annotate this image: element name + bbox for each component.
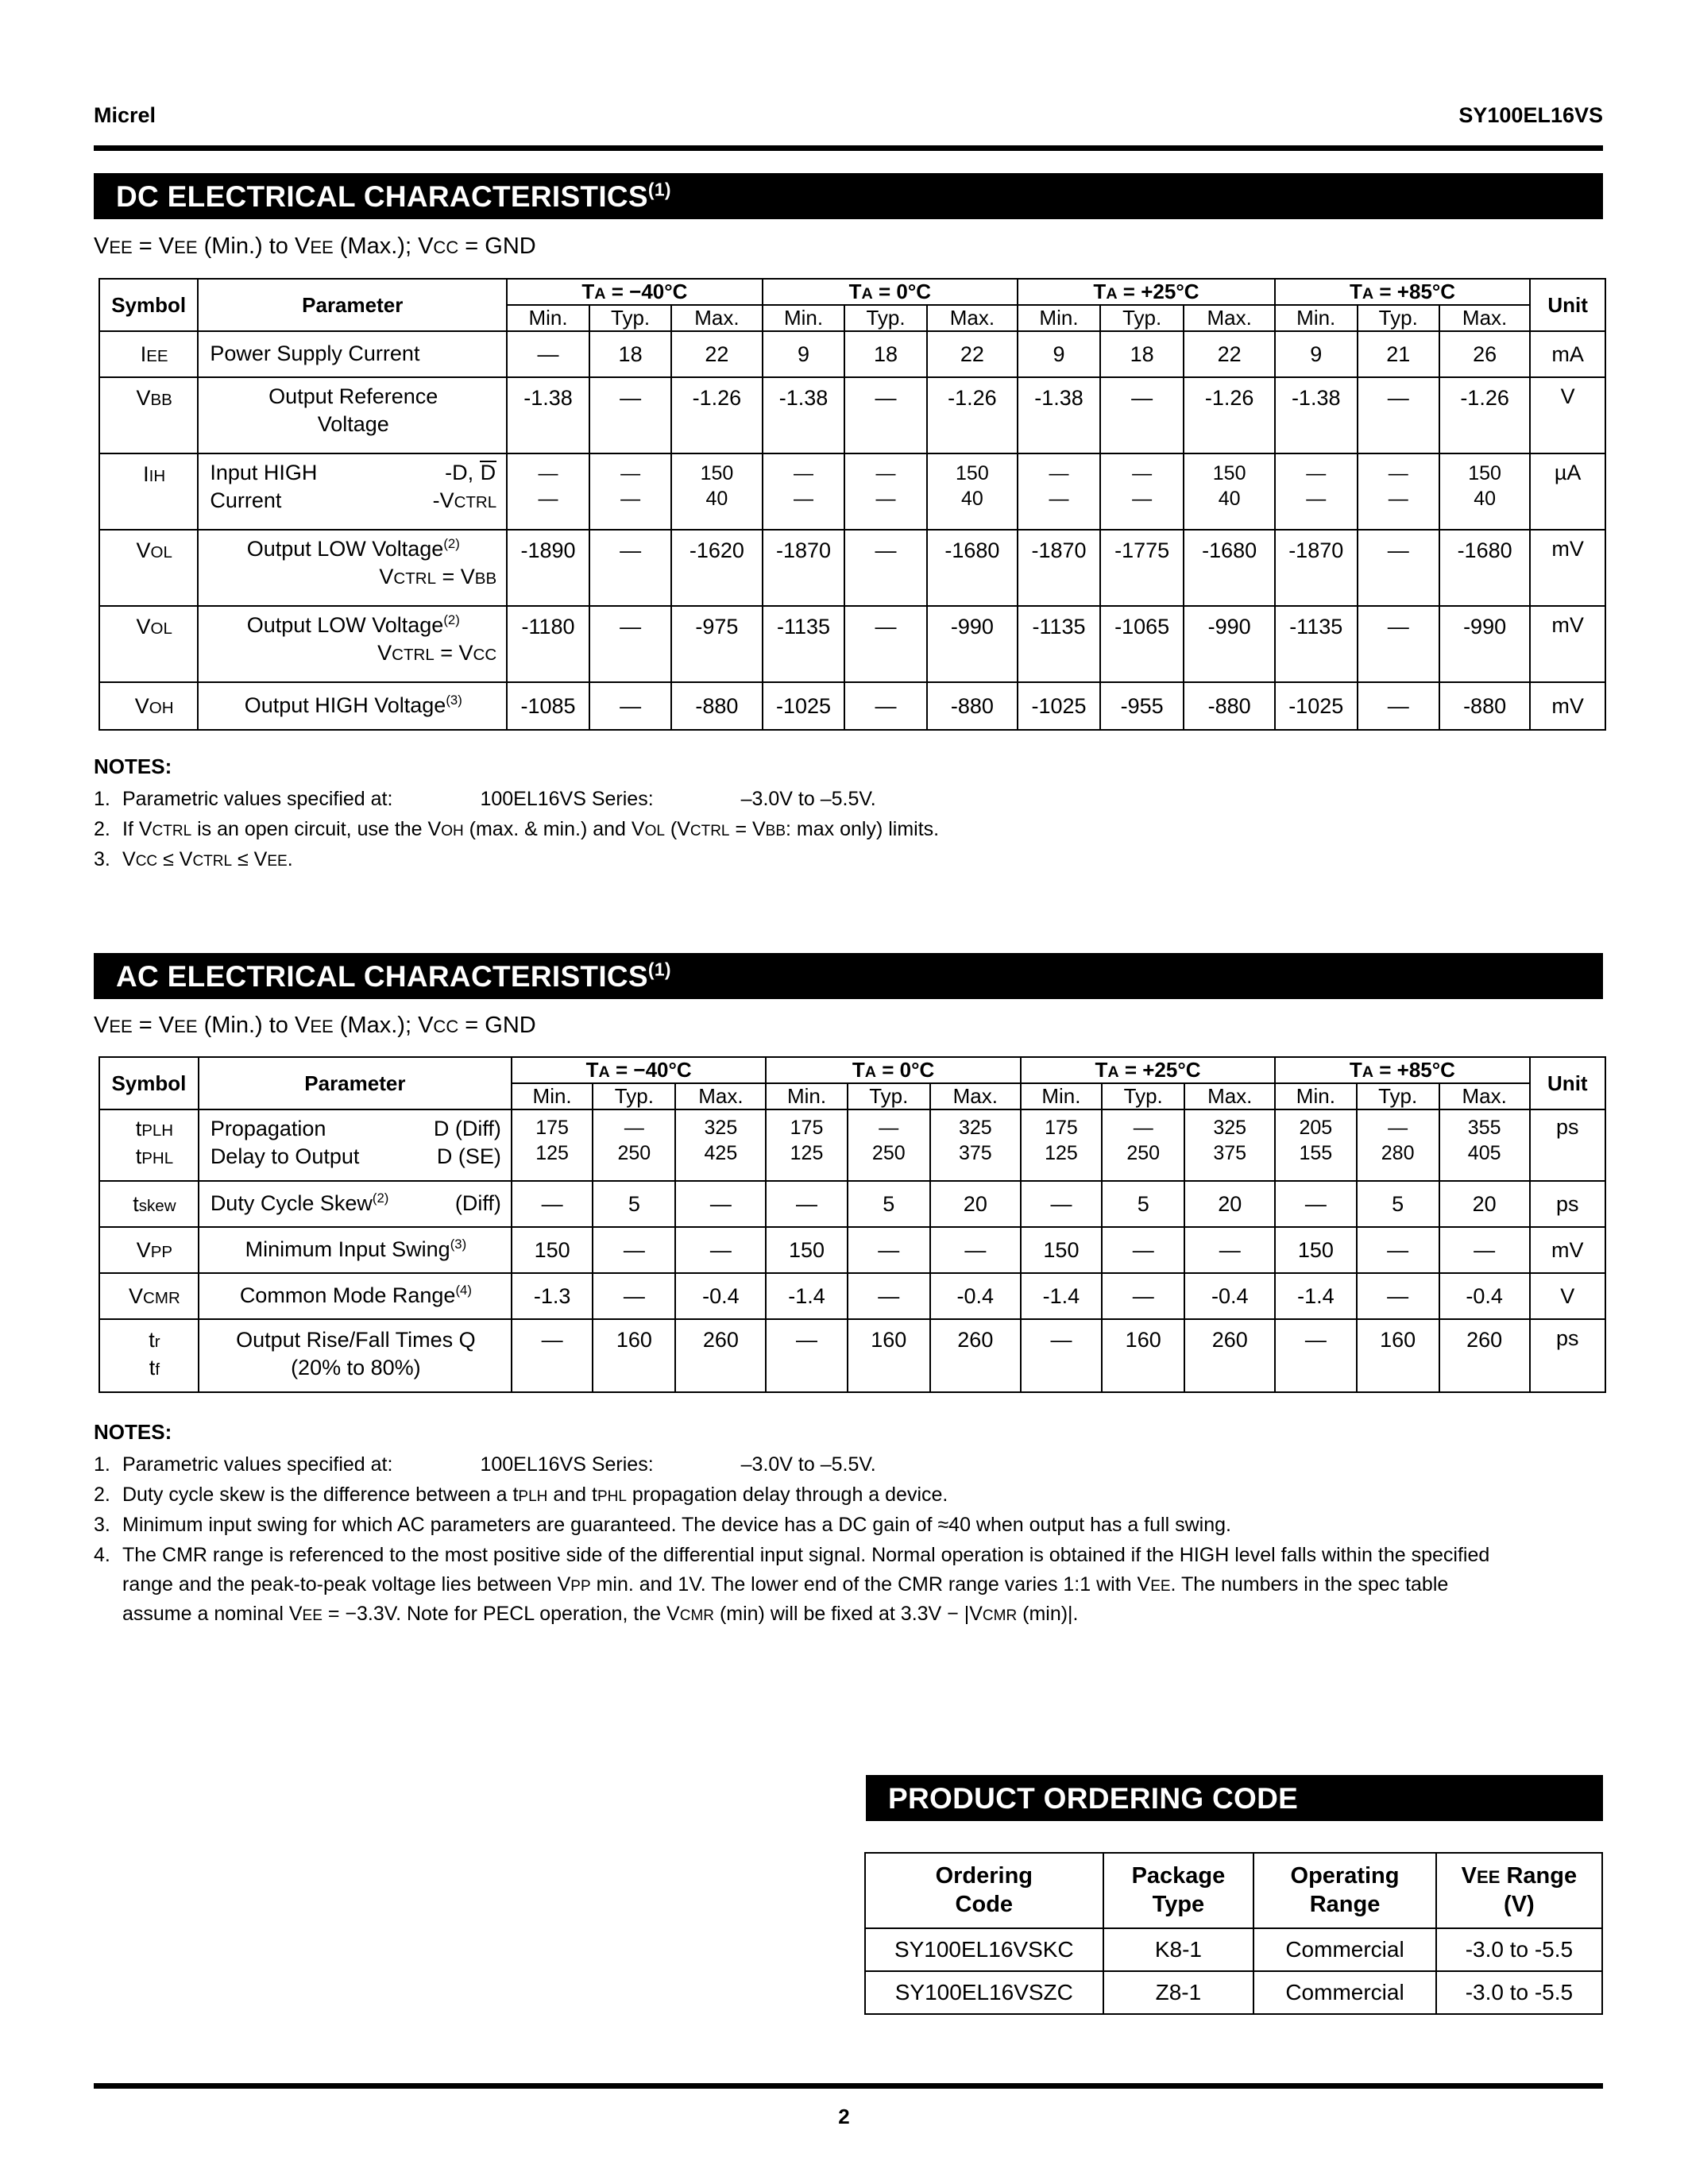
- cell: —: [844, 682, 926, 730]
- cell: —: [1102, 1227, 1184, 1273]
- cell: -1135: [763, 606, 845, 682]
- cell: -1.26: [1439, 377, 1530, 453]
- dc-sub-min-3: Min.: [1018, 305, 1100, 331]
- ordering-section-banner: [866, 1775, 1603, 1821]
- cell: 5: [593, 1181, 675, 1227]
- cell: 150: [766, 1227, 847, 1273]
- dc-sub-max-2: Max.: [927, 305, 1018, 331]
- ordering-col-code: Ordering Code: [865, 1853, 1103, 1928]
- cell: -1.26: [671, 377, 762, 453]
- cell: —: [512, 1319, 593, 1392]
- dc-sub-max-4: Max.: [1439, 305, 1530, 331]
- cell: — —: [507, 453, 589, 530]
- cell: —: [1275, 1319, 1356, 1392]
- cell: 150: [1021, 1227, 1102, 1273]
- row-parameter: Output Rise/Fall Times Q (20% to 80%): [199, 1319, 512, 1392]
- ac-sub-typ-2: Typ.: [848, 1083, 930, 1109]
- dc-sub-typ-1: Typ.: [589, 305, 671, 331]
- note-item: 2. Duty cycle skew is the difference between a tPLH and tPHL propagation delay through a device.: [94, 1484, 948, 1506]
- cell: 9: [1275, 331, 1358, 377]
- cell: 150 40: [1439, 453, 1530, 530]
- cell: 150 40: [1184, 453, 1274, 530]
- cell: -1.4: [1275, 1273, 1356, 1319]
- cell: — —: [763, 453, 845, 530]
- cell: 20: [1439, 1181, 1530, 1227]
- ac-sub-min-3: Min.: [1021, 1083, 1102, 1109]
- cell: 260: [675, 1319, 766, 1392]
- cell: -1.4: [766, 1273, 847, 1319]
- cell: 5: [1102, 1181, 1184, 1227]
- cell: -0.4: [675, 1273, 766, 1319]
- ac-sub-min-2: Min.: [766, 1083, 847, 1109]
- cell: -1025: [1275, 682, 1358, 730]
- cell: — 280: [1357, 1109, 1439, 1181]
- cell: —: [844, 530, 926, 606]
- dc-temp-group-85: TA = +85°C: [1275, 279, 1530, 305]
- cell: -1.26: [927, 377, 1018, 453]
- cell: —: [1358, 606, 1439, 682]
- dc-sub-max-1: Max.: [671, 305, 762, 331]
- ordering-row: [865, 1971, 1602, 2014]
- cell: 26: [1439, 331, 1530, 377]
- ac-sub-max-4: Max.: [1439, 1083, 1530, 1109]
- cell: 18: [589, 331, 671, 377]
- table-row: [99, 1181, 1605, 1227]
- row-symbol: IIH: [99, 453, 198, 530]
- cell: -0.4: [1439, 1273, 1530, 1319]
- dc-section-banner: [94, 173, 1603, 219]
- ac-characteristics-table: [98, 1056, 1606, 1393]
- cell: 20: [930, 1181, 1021, 1227]
- cell: —: [1358, 682, 1439, 730]
- row-symbol: tskew: [99, 1181, 199, 1227]
- cell: -0.4: [1184, 1273, 1275, 1319]
- cell: 150 40: [927, 453, 1018, 530]
- table-header-row-groups: [99, 1057, 1605, 1083]
- cell: -1.38: [1018, 377, 1100, 453]
- row-unit: µA: [1530, 453, 1605, 530]
- table-row: [99, 1273, 1605, 1319]
- dc-sub-max-3: Max.: [1184, 305, 1274, 331]
- cell: -1870: [1018, 530, 1100, 606]
- dc-col-parameter: Parameter: [198, 279, 507, 331]
- cell: — —: [1100, 453, 1184, 530]
- cell: 9: [1018, 331, 1100, 377]
- dc-sub-typ-3: Typ.: [1100, 305, 1184, 331]
- ordering-vee-range: -3.0 to -5.5: [1436, 1928, 1602, 1971]
- dc-temp-group-25: TA = +25°C: [1018, 279, 1275, 305]
- row-unit: V: [1530, 1273, 1605, 1319]
- row-symbol: VOL: [99, 530, 198, 606]
- cell: 18: [1100, 331, 1184, 377]
- row-unit: V: [1530, 377, 1605, 453]
- ac-sub-max-2: Max.: [930, 1083, 1021, 1109]
- dc-sub-min-2: Min.: [763, 305, 845, 331]
- row-parameter: Input HIGH -D, D Current -VCTRL: [198, 453, 507, 530]
- cell: — 250: [848, 1109, 930, 1181]
- row-parameter: Duty Cycle Skew$^{(2)}$ (Diff): [199, 1181, 512, 1227]
- cell: —: [844, 606, 926, 682]
- row-parameter: Output Reference Voltage: [198, 377, 507, 453]
- cell: -1.38: [507, 377, 589, 453]
- dc-notes-heading: NOTES:: [94, 754, 172, 778]
- row-unit: mV: [1530, 682, 1605, 730]
- cell: 175 125: [1021, 1109, 1102, 1181]
- cell: 175 125: [766, 1109, 847, 1181]
- row-unit: ps: [1530, 1181, 1605, 1227]
- cell: -880: [1439, 682, 1530, 730]
- cell: —: [766, 1319, 847, 1392]
- cell: -1680: [1439, 530, 1530, 606]
- cell: 260: [1184, 1319, 1275, 1392]
- cell: -1.4: [1021, 1273, 1102, 1319]
- cell: -990: [1184, 606, 1274, 682]
- ac-notes: [94, 1422, 1603, 1634]
- cell: —: [1100, 377, 1184, 453]
- dc-sub-min-1: Min.: [507, 305, 589, 331]
- row-parameter: Propagation D (Diff) Delay to Output D (SE): [199, 1109, 512, 1181]
- header-rule: [94, 145, 1603, 151]
- ac-sub-max-1: Max.: [675, 1083, 766, 1109]
- cell: —: [589, 530, 671, 606]
- ac-temp-group-m40: TA = −40°C: [512, 1057, 766, 1083]
- cell: 325 375: [930, 1109, 1021, 1181]
- cell: -1.38: [1275, 377, 1358, 453]
- page-number: 2: [838, 2105, 850, 2128]
- cell: -1065: [1100, 606, 1184, 682]
- row-symbol: VOH: [99, 682, 198, 730]
- ac-section-banner: [94, 953, 1603, 999]
- product-ordering-table: [864, 1852, 1603, 2015]
- cell: -880: [671, 682, 762, 730]
- cell: -990: [1439, 606, 1530, 682]
- ac-banner-superscript: (1): [647, 959, 671, 980]
- cell: 355 405: [1439, 1109, 1530, 1181]
- cell: 160: [593, 1319, 675, 1392]
- cell: 260: [1439, 1319, 1530, 1392]
- ordering-package: K8-1: [1103, 1928, 1254, 1971]
- ordering-col-vee-range: VEE Range (V): [1436, 1853, 1602, 1928]
- row-symbol: VBB: [99, 377, 198, 453]
- ac-sub-typ-4: Typ.: [1357, 1083, 1439, 1109]
- cell: —: [675, 1181, 766, 1227]
- row-symbol: VCMR: [99, 1273, 199, 1319]
- cell: 160: [1357, 1319, 1439, 1392]
- cell: —: [1357, 1227, 1439, 1273]
- dc-sub-typ-2: Typ.: [844, 305, 926, 331]
- cell: -1680: [1184, 530, 1274, 606]
- ordering-col-operating-range: Operating Range: [1253, 1853, 1436, 1928]
- ordering-col-package: Package Type: [1103, 1853, 1254, 1928]
- row-symbol: VPP: [99, 1227, 199, 1273]
- row-unit: ps: [1530, 1319, 1605, 1392]
- cell: 22: [927, 331, 1018, 377]
- table-row: [99, 682, 1605, 730]
- ac-sub-min-1: Min.: [512, 1083, 593, 1109]
- table-row: [99, 377, 1605, 453]
- cell: —: [589, 377, 671, 453]
- ordering-vee-range: -3.0 to -5.5: [1436, 1971, 1602, 2014]
- cell: — —: [844, 453, 926, 530]
- cell: 5: [1357, 1181, 1439, 1227]
- ac-temp-group-85: TA = +85°C: [1275, 1057, 1529, 1083]
- cell: -1135: [1018, 606, 1100, 682]
- ac-notes-heading: NOTES:: [94, 1420, 172, 1444]
- cell: —: [1102, 1273, 1184, 1319]
- page-header: [94, 103, 1603, 128]
- company-name: Micrel: [94, 103, 156, 127]
- cell: 325 375: [1184, 1109, 1275, 1181]
- ac-col-parameter: Parameter: [199, 1057, 512, 1109]
- dc-sub-typ-4: Typ.: [1358, 305, 1439, 331]
- row-parameter: Output LOW Voltage$^{(2)}$ VCTRL = VBB: [198, 530, 507, 606]
- note-item: 2. If VCTRL is an open circuit, use the VOH (max. & min.) and VOL (VCTRL = VBB: max only) limits.: [94, 818, 940, 840]
- cell: 325 425: [675, 1109, 766, 1181]
- row-unit: mV: [1530, 1227, 1605, 1273]
- table-row: [99, 606, 1605, 682]
- dc-col-unit: Unit: [1530, 279, 1605, 331]
- cell: —: [512, 1181, 593, 1227]
- ac-col-unit: Unit: [1530, 1057, 1605, 1109]
- dc-temp-group-m40: TA = −40°C: [507, 279, 762, 305]
- cell: —: [1021, 1181, 1102, 1227]
- cell: —: [1021, 1319, 1102, 1392]
- cell: —: [766, 1181, 847, 1227]
- row-symbol: IEE: [99, 331, 198, 377]
- note-item: 4. The CMR range is referenced to the most positive side of the differential input signal. Normal operation is obtained if the HIGH level falls within the specified range and the peak-to-peak voltage lies between VPP min. and 1V. The lower end of the CMR range varies 1:1 with VEE. The numbers in the spec table assume a nominal VEE = −3.3V. Note for PECL operation, the VCMR (min) will be fixed at 3.3V − |VCMR (min)|.: [94, 1544, 1490, 1625]
- dc-col-symbol: Symbol: [99, 279, 198, 331]
- table-row: [99, 1227, 1605, 1273]
- table-row: [99, 1319, 1605, 1392]
- ordering-operating-range: Commercial: [1253, 1971, 1436, 2014]
- cell: —: [1184, 1227, 1275, 1273]
- cell: —: [1439, 1227, 1530, 1273]
- cell: -1890: [507, 530, 589, 606]
- cell: 160: [848, 1319, 930, 1392]
- row-parameter: Power Supply Current: [198, 331, 507, 377]
- ordering-header-row: [865, 1853, 1602, 1928]
- ac-banner-title: AC ELECTRICAL CHARACTERISTICS: [116, 959, 648, 993]
- cell: -1870: [1275, 530, 1358, 606]
- cell: -1870: [763, 530, 845, 606]
- cell: —: [589, 606, 671, 682]
- note-item: 1. Parametric values specified at: 100EL16VS Series: –3.0V to –5.5V.: [94, 1453, 876, 1476]
- cell: -1180: [507, 606, 589, 682]
- dc-notes: [94, 756, 1603, 880]
- dc-temp-group-0: TA = 0°C: [763, 279, 1018, 305]
- cell: —: [589, 682, 671, 730]
- cell: -1.26: [1184, 377, 1274, 453]
- row-parameter: Minimum Input Swing$^{(3)}$: [199, 1227, 512, 1273]
- cell: —: [1358, 530, 1439, 606]
- table-header-row-groups: [99, 279, 1605, 305]
- ordering-row: [865, 1928, 1602, 1971]
- cell: 21: [1358, 331, 1439, 377]
- row-unit: ps: [1530, 1109, 1605, 1181]
- cell: —: [593, 1227, 675, 1273]
- cell: — 250: [1102, 1109, 1184, 1181]
- cell: 22: [1184, 331, 1274, 377]
- row-symbol: tPLH tPHL: [99, 1109, 199, 1181]
- note-item: 1. Parametric values specified at: 100EL16VS Series: –3.0V to –5.5V.: [94, 788, 876, 810]
- cell: 260: [930, 1319, 1021, 1392]
- cell: 22: [671, 331, 762, 377]
- cell: -1680: [927, 530, 1018, 606]
- row-parameter: Output HIGH Voltage$^{(3)}$: [198, 682, 507, 730]
- cell: -1025: [763, 682, 845, 730]
- ac-temp-group-25: TA = +25°C: [1021, 1057, 1275, 1083]
- footer-rule: [94, 2083, 1603, 2089]
- cell: —: [1275, 1181, 1356, 1227]
- dc-banner-title: DC ELECTRICAL CHARACTERISTICS: [116, 179, 648, 213]
- cell: 160: [1102, 1319, 1184, 1392]
- cell: — —: [1018, 453, 1100, 530]
- cell: —: [675, 1227, 766, 1273]
- note-item: 3. Minimum input swing for which AC parameters are guaranteed. The device has a DC gain of ≈40 when output has a full swing.: [94, 1514, 1231, 1536]
- table-row: [99, 1109, 1605, 1181]
- cell: — 250: [593, 1109, 675, 1181]
- cell: -880: [927, 682, 1018, 730]
- ac-sub-typ-3: Typ.: [1102, 1083, 1184, 1109]
- cell: 150: [512, 1227, 593, 1273]
- ordering-code: SY100EL16VSZC: [865, 1971, 1103, 2014]
- ordering-banner-title: PRODUCT ORDERING CODE: [888, 1781, 1299, 1815]
- cell: —: [593, 1273, 675, 1319]
- row-unit: mV: [1530, 530, 1605, 606]
- dc-banner-superscript: (1): [647, 179, 671, 200]
- part-number: SY100EL16VS: [1458, 103, 1603, 127]
- cell: —: [1358, 377, 1439, 453]
- cell: 175 125: [512, 1109, 593, 1181]
- ac-sub-typ-1: Typ.: [593, 1083, 675, 1109]
- cell: -1775: [1100, 530, 1184, 606]
- ac-conditions: VEE = VEE (Min.) to VEE (Max.); VCC = GND: [94, 1013, 536, 1038]
- cell: — —: [1358, 453, 1439, 530]
- cell: -1620: [671, 530, 762, 606]
- cell: 20: [1184, 1181, 1275, 1227]
- cell: —: [1357, 1273, 1439, 1319]
- row-unit: mA: [1530, 331, 1605, 377]
- table-row: [99, 331, 1605, 377]
- cell: -1025: [1018, 682, 1100, 730]
- cell: 205 155: [1275, 1109, 1356, 1181]
- cell: 5: [848, 1181, 930, 1227]
- table-row: [99, 453, 1605, 530]
- row-symbol: tr tf: [99, 1319, 199, 1392]
- ac-temp-group-0: TA = 0°C: [766, 1057, 1020, 1083]
- cell: -975: [671, 606, 762, 682]
- cell: — —: [589, 453, 671, 530]
- dc-conditions: VEE = VEE (Min.) to VEE (Max.); VCC = GND: [94, 233, 536, 259]
- table-row: [99, 530, 1605, 606]
- row-parameter: Common Mode Range$^{(4)}$: [199, 1273, 512, 1319]
- row-symbol: VOL: [99, 606, 198, 682]
- cell: -0.4: [930, 1273, 1021, 1319]
- cell: —: [507, 331, 589, 377]
- cell: —: [844, 377, 926, 453]
- ac-col-symbol: Symbol: [99, 1057, 199, 1109]
- ac-sub-max-3: Max.: [1184, 1083, 1275, 1109]
- cell: -1085: [507, 682, 589, 730]
- cell: —: [930, 1227, 1021, 1273]
- dc-characteristics-table: [98, 278, 1606, 731]
- cell: —: [848, 1227, 930, 1273]
- cell: -955: [1100, 682, 1184, 730]
- cell: —: [848, 1273, 930, 1319]
- cell: — —: [1275, 453, 1358, 530]
- cell: 150: [1275, 1227, 1356, 1273]
- cell: -1.38: [763, 377, 845, 453]
- cell: -990: [927, 606, 1018, 682]
- cell: -880: [1184, 682, 1274, 730]
- ordering-package: Z8-1: [1103, 1971, 1254, 2014]
- ac-sub-min-4: Min.: [1275, 1083, 1356, 1109]
- ordering-operating-range: Commercial: [1253, 1928, 1436, 1971]
- ordering-code: SY100EL16VSKC: [865, 1928, 1103, 1971]
- row-parameter: Output LOW Voltage$^{(2)}$ VCTRL = VCC: [198, 606, 507, 682]
- cell: 18: [844, 331, 926, 377]
- row-unit: mV: [1530, 606, 1605, 682]
- cell: 9: [763, 331, 845, 377]
- cell: -1.3: [512, 1273, 593, 1319]
- note-item: 3. VCC ≤ VCTRL ≤ VEE.: [94, 848, 293, 870]
- dc-sub-min-4: Min.: [1275, 305, 1358, 331]
- cell: 150 40: [671, 453, 762, 530]
- cell: -1135: [1275, 606, 1358, 682]
